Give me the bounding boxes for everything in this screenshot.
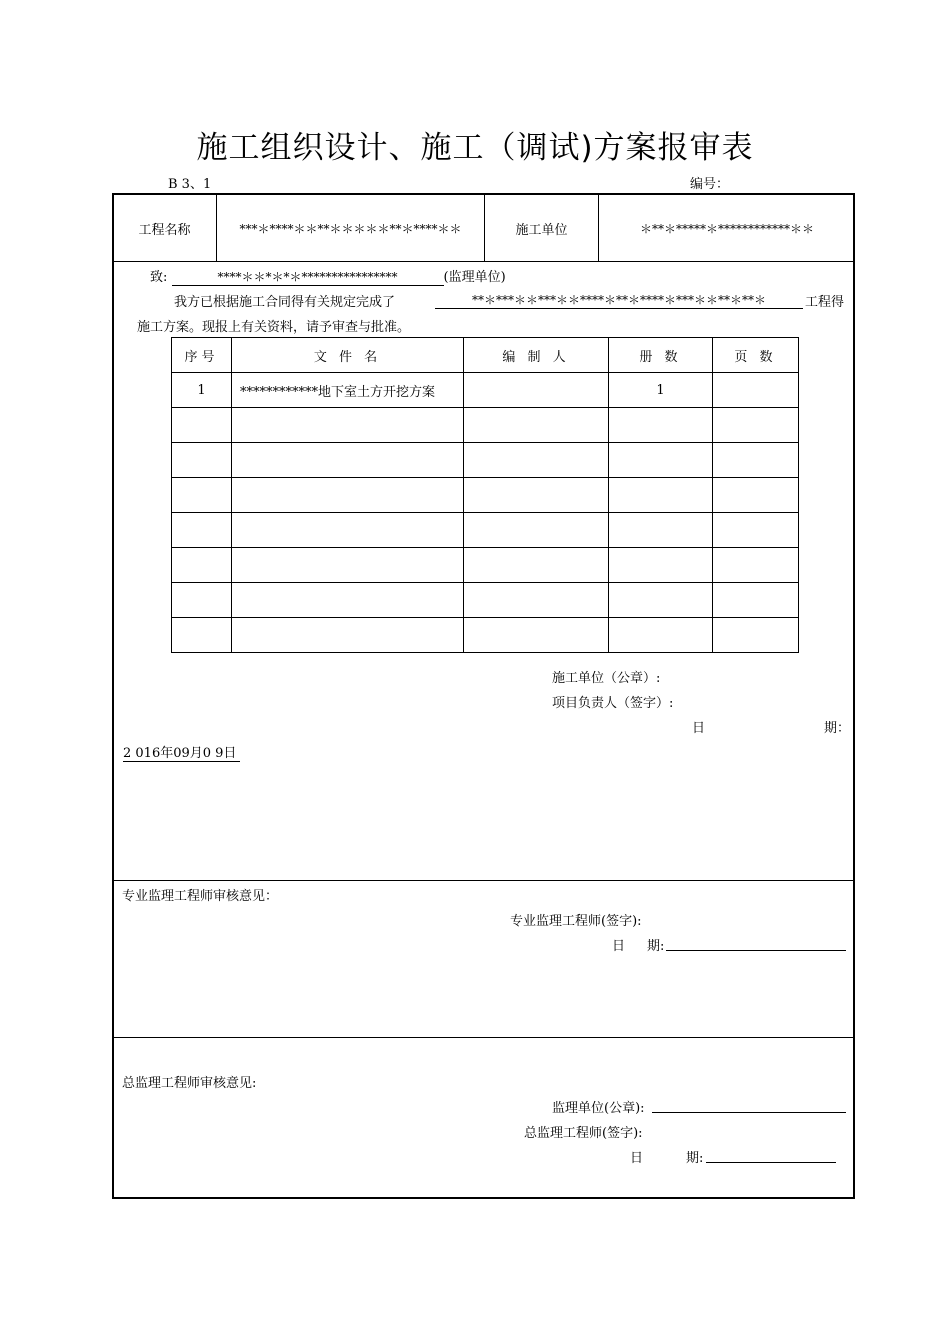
to-suffix: (监理单位): [443, 270, 506, 285]
supervisor-seal-label: 监理单位(公章):: [552, 1101, 645, 1116]
divider: [113, 1037, 854, 1038]
cell-filename[interactable]: [232, 618, 464, 653]
cell-volumes[interactable]: [609, 408, 713, 443]
project-name-value[interactable]: ***＊****＊＊**＊＊＊＊＊**＊****＊＊: [239, 222, 462, 236]
date-label-part2: 期：: [824, 721, 851, 736]
table-row: [172, 583, 799, 618]
cell-author[interactable]: [464, 513, 609, 548]
cell-volumes[interactable]: [609, 478, 713, 513]
col-header-pages: 页 数: [713, 338, 799, 373]
cell-index[interactable]: [172, 443, 232, 478]
specialist-date-label-part2: 期:: [647, 939, 665, 954]
letter-line1-suffix: 工程得: [805, 295, 845, 310]
cell-index[interactable]: [172, 618, 232, 653]
col-header-filename: 文 件 名: [232, 338, 464, 373]
letter-line2: 施工方案。现报上有关资料，请予审查与批准。: [137, 320, 411, 335]
cell-volumes[interactable]: [609, 513, 713, 548]
cell-filename[interactable]: [232, 548, 464, 583]
letter-line1-prefix: 我方已根据施工合同得有关规定完成了: [174, 295, 396, 310]
contractor-date-value[interactable]: 2 016年09月0 9日: [123, 742, 240, 762]
cell-pages[interactable]: [713, 443, 799, 478]
cell-pages[interactable]: [713, 373, 799, 408]
cell-author[interactable]: [464, 408, 609, 443]
chief-date-label-part2: 期:: [686, 1151, 704, 1166]
table-row: [172, 373, 799, 408]
supervisor-seal-field[interactable]: [652, 1097, 846, 1113]
cell-pages[interactable]: [713, 513, 799, 548]
chief-date-field[interactable]: [706, 1147, 836, 1163]
chief-opinion-label: 总监理工程师审核意见:: [122, 1076, 257, 1091]
cell-filename[interactable]: [232, 583, 464, 618]
cell-index[interactable]: [172, 513, 232, 548]
table-row: [172, 513, 799, 548]
supervisor-unit-field[interactable]: ****＊＊*＊*＊****************: [172, 268, 444, 286]
cell-filename[interactable]: [232, 513, 464, 548]
cell-filename[interactable]: ************地下室土方开挖方案: [232, 373, 464, 408]
col-header-index: 序号: [172, 338, 232, 373]
divider: [113, 880, 854, 881]
table-row: [172, 443, 799, 478]
chief-date-label-part1: 日: [630, 1151, 644, 1166]
cell-index[interactable]: [172, 583, 232, 618]
contractor-seal-label: 施工单位（公章）:: [552, 671, 661, 686]
specialist-date-field[interactable]: [666, 935, 846, 951]
cell-volumes[interactable]: 1: [609, 373, 713, 408]
project-manager-sign-label: 项目负责人（签字）:: [552, 696, 674, 711]
cell-pages[interactable]: [713, 478, 799, 513]
contractor-label: 施工单位: [515, 223, 568, 238]
cell-pages[interactable]: [713, 548, 799, 583]
cell-index[interactable]: [172, 548, 232, 583]
number-label: 编号：: [690, 177, 730, 192]
specialist-date-label-part1: 日: [612, 939, 626, 954]
cell-pages[interactable]: [713, 618, 799, 653]
cell-filename[interactable]: [232, 478, 464, 513]
cell-index[interactable]: [172, 478, 232, 513]
project-name-label: 工程名称: [138, 223, 191, 238]
cell-index[interactable]: [172, 408, 232, 443]
page-title: 施工组织设计、施工（调试)方案报审表: [196, 130, 754, 166]
cell-author[interactable]: [464, 548, 609, 583]
chief-sign-label: 总监理工程师(签字):: [524, 1126, 643, 1141]
cell-author[interactable]: [464, 618, 609, 653]
letter-to: [150, 266, 506, 286]
cell-pages[interactable]: [713, 408, 799, 443]
files-table: [171, 337, 799, 653]
cell-filename[interactable]: [232, 408, 464, 443]
specialist-sign-label: 专业监理工程师(签字):: [510, 914, 642, 929]
specialist-opinion-label: 专业监理工程师审核意见：: [122, 889, 279, 904]
cell-volumes[interactable]: [609, 618, 713, 653]
project-work-field[interactable]: **＊***＊＊***＊＊****＊**＊****＊***＊＊**＊**＊: [435, 291, 803, 309]
cell-pages[interactable]: [713, 583, 799, 618]
cell-author[interactable]: [464, 373, 609, 408]
form-code: B 3、1: [168, 177, 212, 192]
cell-index[interactable]: 1: [172, 373, 232, 408]
col-header-volumes: 册 数: [609, 338, 713, 373]
cell-author[interactable]: [464, 478, 609, 513]
cell-volumes[interactable]: [609, 583, 713, 618]
cell-volumes[interactable]: [609, 548, 713, 583]
contractor-value[interactable]: ＊**＊*****＊************＊＊: [639, 222, 814, 236]
col-header-author: 编 制 人: [464, 338, 609, 373]
table-row: [172, 548, 799, 583]
cell-author[interactable]: [464, 443, 609, 478]
cell-author[interactable]: [464, 583, 609, 618]
table-row: [172, 408, 799, 443]
to-prefix: 致:: [150, 270, 168, 285]
table-row: [172, 478, 799, 513]
table-row: [172, 618, 799, 653]
table-header-row: [172, 338, 799, 373]
date-label-part1: 日: [692, 721, 706, 736]
divider: [113, 261, 854, 262]
cell-volumes[interactable]: [609, 443, 713, 478]
cell-filename[interactable]: [232, 443, 464, 478]
